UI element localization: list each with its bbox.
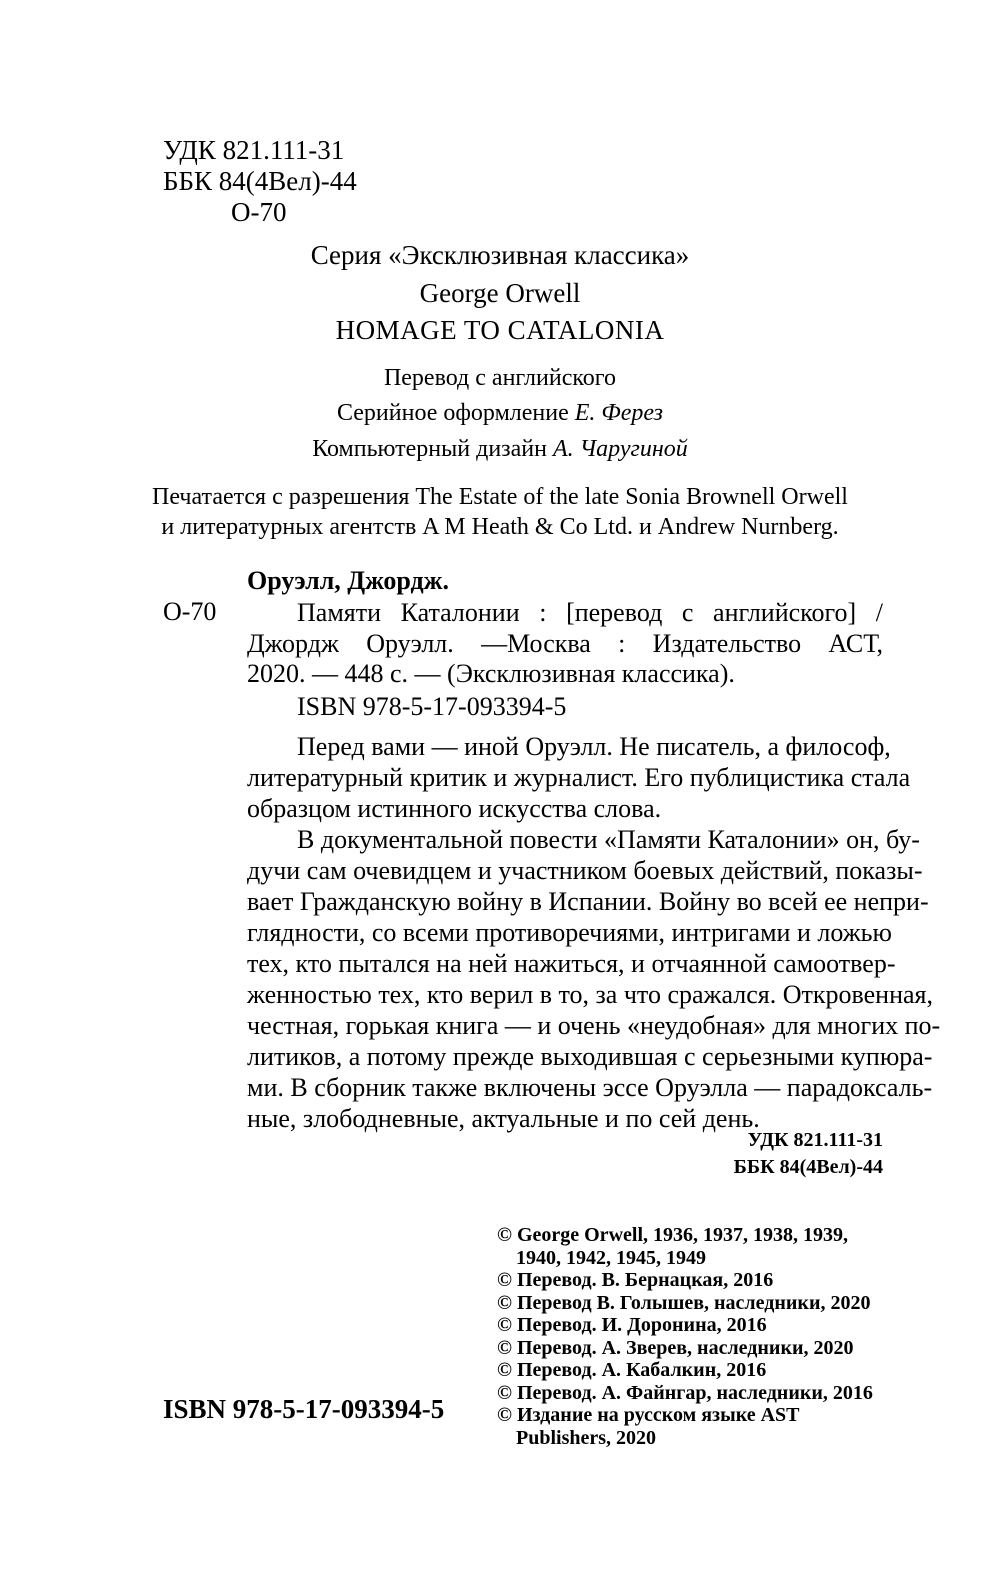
book-title-en: HOMAGE TO CATALONIA xyxy=(335,315,665,345)
author-name-en: George Orwell xyxy=(419,278,581,308)
copyright-line: © Перевод В. Голышев, наследники, 2020 xyxy=(497,1291,871,1314)
udk-code: УДК 821.111-31 xyxy=(163,135,345,165)
catalog-description-line-3: 2020. — 448 с. — (Эксклюзивная классика). xyxy=(247,659,735,688)
footer-udk: УДК 821.111-31 xyxy=(747,1129,883,1151)
catalog-description-line-2: Джордж Оруэлл. —Москва : Издательство АСТ, xyxy=(247,629,883,658)
annotation-paragraph-1 xyxy=(247,731,911,824)
annotation-line: образцом истинного искусства слова. xyxy=(247,794,662,823)
annotation-paragraph-2 xyxy=(247,824,941,1134)
annotation-line: женностью тех, кто верил в то, за что сражался. Откровенная, xyxy=(247,980,933,1009)
annotation-line: честная, горькая книга — и очень «неудобная» для многих по- xyxy=(247,1011,941,1040)
annotation-line: тех, кто пытался на ней нажиться, и отчаянной самоотвер- xyxy=(247,949,896,978)
annotation-line: литиков, а потому прежде выходившая с серьезными купюра- xyxy=(247,1042,933,1071)
catalog-author-heading: Оруэлл, Джордж. xyxy=(247,566,449,595)
permission-line-1: Печатается с разрешения The Estate of the late Sonia Brownell Orwell xyxy=(152,484,848,510)
copyright-line: 1940, 1942, 1945, 1949 xyxy=(516,1246,706,1269)
annotation-line: ные, злободневные, актуальные и по сей день. xyxy=(247,1104,760,1133)
series-title: Серия «Эксклюзивная классика» xyxy=(310,240,690,270)
annotation-line: глядности, со всеми противоречиями, интригами и ложью xyxy=(247,918,892,947)
author-mark: О-70 xyxy=(231,197,287,227)
catalog-isbn: ISBN 978-5-17-093394-5 xyxy=(297,692,567,721)
copyright-line: © Перевод. А. Файнгар, наследники, 2016 xyxy=(497,1381,873,1404)
copyright-line: © George Orwell, 1936, 1937, 1938, 1939, xyxy=(497,1224,848,1246)
footer-bbk: ББК 84(4Вел)-44 xyxy=(733,1156,883,1178)
computer-design-credit: Компьютерный дизайн А. Чаругиной xyxy=(312,436,688,462)
annotation-line: ми. В сборник также включены эссе Оруэлла — парадоксаль- xyxy=(247,1073,933,1102)
annotation-line: вает Гражданскую войну в Испании. Войну во всей ее непри- xyxy=(247,887,929,916)
translation-note: Перевод с английского xyxy=(383,365,617,391)
copyright-line: © Перевод. И. Доронина, 2016 xyxy=(497,1314,767,1336)
isbn-bottom: ISBN 978-5-17-093394-5 xyxy=(163,1394,445,1424)
annotation-line: дучи сам очевидцем и участником боевых действий, показы- xyxy=(247,856,923,885)
annotation-line: литературный критик и журналист. Его публицистика стала xyxy=(247,763,911,792)
copyright-line: © Перевод. В. Бернацкая, 2016 xyxy=(497,1269,774,1291)
copyright-line: © Перевод. А. Кабалкин, 2016 xyxy=(497,1359,767,1381)
copyright-block xyxy=(497,1224,873,1449)
annotation-line: В документальной повести «Памяти Каталонии» он, бу- xyxy=(297,825,920,854)
series-design-credit: Серийное оформление Е. Ферез xyxy=(336,400,664,426)
catalog-mark: О-70 xyxy=(163,597,217,626)
annotation-line: Перед вами — иной Оруэлл. Не писатель, а философ, xyxy=(297,732,891,761)
catalog-description-line-1: Памяти Каталонии : [перевод с английского] / xyxy=(297,598,883,627)
copyright-line: Publishers, 2020 xyxy=(516,1426,657,1449)
permission-line-2: и литературных агентств A M Heath & Co Ltd. и Andrew Nurnberg. xyxy=(161,514,839,540)
copyright-line: © Перевод. А. Зверев, наследники, 2020 xyxy=(497,1336,854,1359)
footer-codes xyxy=(600,1127,883,1181)
copyright-line: © Издание на русском языке AST xyxy=(497,1404,800,1426)
bbk-code: ББК 84(4Вел)-44 xyxy=(163,166,357,196)
